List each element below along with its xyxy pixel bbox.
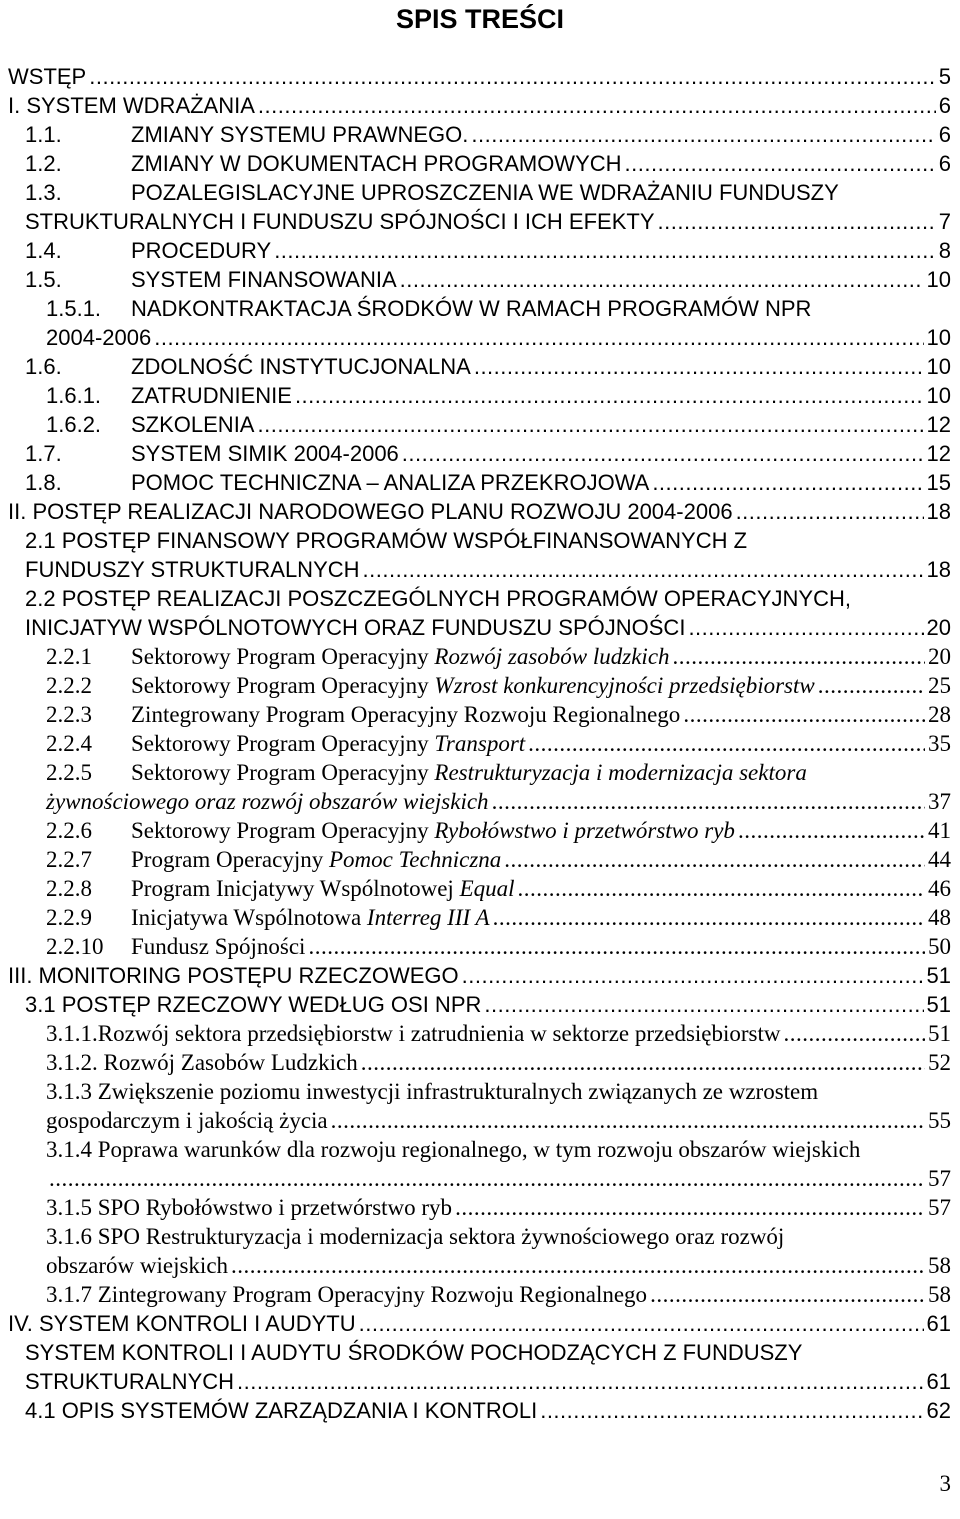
toc-entry[interactable] xyxy=(0,1106,960,1135)
toc-entry-text: Sektorowy Program Operacyjny xyxy=(131,760,435,785)
dot-leader xyxy=(652,468,923,497)
toc-entry-text: 3.1.4 Poprawa warunków dla rozwoju regionalnego, w tym rozwoju obszarów wiejskich xyxy=(46,1137,861,1162)
toc-entry-text: POMOC TECHNICZNA – ANALIZA PRZEKROJOWA xyxy=(131,470,650,495)
toc-entry-line xyxy=(46,932,951,961)
toc-entry-line xyxy=(46,642,951,671)
toc-entry-label xyxy=(25,236,271,265)
toc-entry-line xyxy=(46,1280,951,1309)
toc-entry-line xyxy=(46,1048,951,1077)
toc-entry[interactable] xyxy=(0,207,960,236)
toc-entry-label xyxy=(25,180,839,205)
toc-entry-label xyxy=(46,1137,860,1162)
toc-entry-line xyxy=(25,990,951,1019)
toc-title: SPIS TREŚCI xyxy=(395,4,565,34)
toc-entry-text: INICJATYW WSPÓLNOTOWYCH ORAZ FUNDUSZU SPÓJNOŚCI xyxy=(25,615,686,640)
toc-entry-line xyxy=(46,410,951,439)
page-number: 3 xyxy=(939,1471,951,1496)
toc-entry-label xyxy=(46,1048,358,1077)
toc-entry-text: obszarów wiejskich xyxy=(46,1253,229,1278)
toc-entry-page: 10 xyxy=(926,383,951,408)
toc-entry[interactable] xyxy=(0,410,960,439)
toc-entry-text: STRUKTURALNYCH xyxy=(25,1369,235,1394)
toc-entry-italic-title: Transport xyxy=(434,731,526,756)
dot-leader xyxy=(49,1164,925,1193)
dot-leader xyxy=(818,671,925,700)
toc-entry-number: 1.5.1. xyxy=(46,296,102,321)
toc-entry-label xyxy=(8,497,733,526)
toc-entry-line xyxy=(46,700,951,729)
toc-entry-page: 18 xyxy=(926,499,951,524)
dot-leader xyxy=(258,91,936,120)
toc-entry-label xyxy=(46,903,490,932)
toc-entry-label xyxy=(25,586,851,611)
toc-entry-italic-title: żywnościowego oraz rozwój obszarów wiejskich xyxy=(46,789,489,814)
toc-entry-label xyxy=(46,323,151,352)
toc-entry-line xyxy=(46,729,951,758)
toc-entry-line xyxy=(46,1106,951,1135)
toc-entry-page: 46 xyxy=(928,876,951,901)
toc-entry-text: II. POSTĘP REALIZACJI NARODOWEGO PLANU ROZWOJU 2004-2006 xyxy=(8,499,733,524)
toc-entry-page: 55 xyxy=(928,1108,951,1133)
toc-entry-number: 2.2.8 xyxy=(46,876,92,901)
toc-entry-italic-title: Interreg III A xyxy=(366,905,490,930)
toc-entry-page: 51 xyxy=(926,963,951,988)
toc-entry-page: 61 xyxy=(926,1311,951,1336)
toc-entry-text: WSTĘP xyxy=(8,64,87,89)
toc-entry-number: 1.4. xyxy=(25,238,62,263)
toc-entry-label xyxy=(25,439,399,468)
toc-entry-label xyxy=(46,296,811,321)
toc-entry-line xyxy=(25,236,951,265)
toc-entry[interactable] xyxy=(0,91,960,120)
toc-entry[interactable] xyxy=(0,1019,960,1048)
toc-entry-line xyxy=(8,961,951,990)
toc-entry[interactable] xyxy=(0,874,960,903)
toc-entry[interactable] xyxy=(0,990,960,1019)
toc-entry-line xyxy=(25,149,951,178)
toc-entry-number: 1.6.2. xyxy=(46,412,102,437)
dot-leader xyxy=(274,236,936,265)
toc-entry-line xyxy=(25,207,951,236)
toc-entry-page: 51 xyxy=(928,1021,951,1046)
dot-leader xyxy=(518,874,925,903)
toc-entry-text: 3.1.6 SPO Restrukturyzacja i modernizacja sektora żywnościowego oraz rozwój xyxy=(46,1224,785,1249)
toc-entry[interactable] xyxy=(0,1193,960,1222)
toc-entry-line xyxy=(25,584,951,613)
dot-leader xyxy=(688,613,923,642)
toc-entry-text: SYSTEM KONTROLI I AUDYTU ŚRODKÓW POCHODZĄCYCH Z FUNDUSZY xyxy=(25,1340,803,1365)
toc-entry-text: NADKONTRAKTACJA ŚRODKÓW W RAMACH PROGRAMÓW NPR xyxy=(131,296,812,321)
dot-leader xyxy=(231,1251,925,1280)
toc-entry-line xyxy=(46,1193,951,1222)
toc-entry[interactable] xyxy=(0,700,960,729)
toc-entry[interactable] xyxy=(0,1164,960,1193)
toc-entry[interactable] xyxy=(0,671,960,700)
dot-leader xyxy=(89,62,936,91)
toc-entry-line xyxy=(25,439,951,468)
toc-entry[interactable] xyxy=(0,729,960,758)
toc-entry-line xyxy=(46,874,951,903)
toc-entry[interactable] xyxy=(0,584,960,613)
dot-leader xyxy=(650,1280,925,1309)
dot-leader xyxy=(474,352,924,381)
toc-entry-page: 6 xyxy=(938,151,951,176)
toc-entry-line xyxy=(46,323,951,352)
toc-entry-page: 20 xyxy=(926,615,951,640)
toc-entry-label xyxy=(46,816,735,845)
toc-entry-number: 2.2.10 xyxy=(46,934,104,959)
toc-entry-page: 44 xyxy=(928,847,951,872)
dot-leader xyxy=(331,1106,925,1135)
toc-entry-page: 18 xyxy=(926,557,951,582)
toc-entry-page: 51 xyxy=(926,992,951,1017)
dot-leader xyxy=(257,410,923,439)
toc-entry-label xyxy=(25,528,747,553)
toc-entry[interactable] xyxy=(0,1135,960,1164)
toc-entry-page: 6 xyxy=(938,122,951,147)
toc-entry[interactable] xyxy=(0,439,960,468)
toc-entry-text: Sektorowy Program Operacyjny xyxy=(131,731,435,756)
dot-leader xyxy=(237,1367,923,1396)
toc-entry-label xyxy=(46,1019,781,1048)
dot-leader xyxy=(504,845,925,874)
toc-entry-text: Sektorowy Program Operacyjny xyxy=(131,644,435,669)
toc-entry-line xyxy=(46,816,951,845)
dot-leader xyxy=(400,265,924,294)
toc-entry-text: ZATRUDNIENIE xyxy=(131,383,292,408)
toc-entry-page: 20 xyxy=(928,644,951,669)
toc-entry-label xyxy=(25,468,649,497)
dot-leader xyxy=(471,120,935,149)
toc-entry[interactable] xyxy=(0,787,960,816)
toc-entry-page: 5 xyxy=(938,64,951,89)
toc-entry-text: 3.1.3 Zwiększenie poziomu inwestycji infrastrukturalnych związanych ze wzrostem xyxy=(46,1079,819,1104)
toc-entry-label xyxy=(46,671,815,700)
toc-entry-page: 61 xyxy=(926,1369,951,1394)
toc-entry-number: 2.2.6 xyxy=(46,818,92,843)
toc-entry-italic-title: Rybołówstwo i przetwórstwo ryb xyxy=(434,818,735,843)
dot-leader xyxy=(363,555,924,584)
toc-entry-label xyxy=(25,613,685,642)
toc-entry-page: 37 xyxy=(928,789,951,814)
toc-entry[interactable] xyxy=(0,816,960,845)
toc-entry[interactable] xyxy=(0,497,960,526)
toc-entry-text: 2.2 POSTĘP REALIZACJI POSZCZEGÓLNYCH PROGRAMÓW OPERACYJNYCH, xyxy=(25,586,851,611)
toc-entry-line xyxy=(46,1077,951,1106)
toc-entry-page: 57 xyxy=(928,1166,951,1191)
toc-entry-italic-title: Rozwój zasobów ludzkich xyxy=(434,644,670,669)
dot-leader xyxy=(658,207,936,236)
toc-entry-text: ZMIANY SYSTEMU PRAWNEGO. xyxy=(131,122,469,147)
toc-entry-page: 25 xyxy=(928,673,951,698)
toc-entry[interactable] xyxy=(0,1077,960,1106)
toc-entry-text: Zintegrowany Program Operacyjny Rozwoju Regionalnego xyxy=(131,702,681,727)
toc-entry-label xyxy=(46,1224,784,1249)
toc-entry-line xyxy=(25,613,951,642)
toc-entry-italic-title: Wzrost konkurencyjności przedsiębiorstw xyxy=(434,673,815,698)
toc-entry[interactable] xyxy=(0,903,960,932)
toc-entry-number: 1.6. xyxy=(25,354,62,379)
toc-entry-number: 1.6.1. xyxy=(46,383,102,408)
toc-entry-text: Program Operacyjny xyxy=(131,847,329,872)
toc-entry[interactable] xyxy=(0,120,960,149)
toc-entry-text: POZALEGISLACYJNE UPROSZCZENIA WE WDRAŻANIU FUNDUSZY xyxy=(131,180,839,205)
toc-entry[interactable] xyxy=(0,381,960,410)
toc-entry-line xyxy=(46,1019,951,1048)
toc-entry-number: 1.3. xyxy=(25,180,62,205)
toc-entry[interactable] xyxy=(0,1367,960,1396)
toc-entry-line xyxy=(25,1367,951,1396)
toc-entry-page: 50 xyxy=(928,934,951,959)
toc-entry-label xyxy=(25,555,360,584)
toc-entry-page: 52 xyxy=(928,1050,951,1075)
toc-entry-page: 8 xyxy=(938,238,951,263)
toc-entry-page: 10 xyxy=(926,325,951,350)
toc-entry-number: 2.2.3 xyxy=(46,702,92,727)
dot-leader xyxy=(484,990,923,1019)
toc-entry-line xyxy=(25,352,951,381)
toc-entry-line xyxy=(8,497,951,526)
toc-entry-text: gospodarczym i jakością życia xyxy=(46,1108,328,1133)
dot-leader xyxy=(736,497,924,526)
toc-entry-label xyxy=(25,990,481,1019)
dot-leader xyxy=(492,787,925,816)
toc-entry-label xyxy=(46,932,305,961)
toc-entry[interactable] xyxy=(0,932,960,961)
toc-entry-page: 41 xyxy=(928,818,951,843)
toc-entry-line xyxy=(46,1251,951,1280)
toc-entry[interactable] xyxy=(0,1280,960,1309)
toc-entry-page: 6 xyxy=(938,93,951,118)
toc-entry-number: 2.2.4 xyxy=(46,731,92,756)
toc-entry[interactable] xyxy=(0,555,960,584)
toc-entry-page: 10 xyxy=(926,354,951,379)
toc-entry-label xyxy=(8,62,86,91)
toc-entry-label xyxy=(46,729,525,758)
toc-entry-line xyxy=(46,294,951,323)
dot-leader xyxy=(493,903,925,932)
toc-entry[interactable] xyxy=(0,236,960,265)
toc-entry-text: 3.1 POSTĘP RZECZOWY WEDŁUG OSI NPR xyxy=(25,992,482,1017)
toc-entry-page: 48 xyxy=(928,905,951,930)
toc-entry-number: 2.2.9 xyxy=(46,905,92,930)
toc-entry-text: 4.1 OPIS SYSTEMÓW ZARZĄDZANIA I KONTROLI xyxy=(25,1398,538,1423)
toc-entry-text: ZMIANY W DOKUMENTACH PROGRAMOWYCH xyxy=(131,151,622,176)
toc-entry-text: SYSTEM FINANSOWANIA xyxy=(131,267,397,292)
toc-entry-label xyxy=(46,642,670,671)
dot-leader xyxy=(295,381,924,410)
toc-entry-number: 1.1. xyxy=(25,122,62,147)
dot-leader xyxy=(455,1193,925,1222)
toc-entry-line xyxy=(46,381,951,410)
toc-entry[interactable] xyxy=(0,845,960,874)
toc-entry[interactable] xyxy=(0,323,960,352)
toc-entry-page: 12 xyxy=(926,412,951,437)
dot-leader xyxy=(540,1396,923,1425)
dot-leader xyxy=(625,149,936,178)
toc-entry[interactable] xyxy=(0,1222,960,1251)
toc-entry[interactable] xyxy=(0,1251,960,1280)
toc-entry-label xyxy=(46,410,254,439)
toc-entry-line xyxy=(46,903,951,932)
toc-entry[interactable] xyxy=(0,961,960,990)
toc-entry-line xyxy=(46,1135,951,1164)
toc-entry-number: 1.7. xyxy=(25,441,62,466)
toc-entry-text: 3.1.2. Rozwój Zasobów Ludzkich xyxy=(46,1050,358,1075)
toc-entry-label xyxy=(46,845,501,874)
toc-entry-italic-title: Equal xyxy=(459,876,515,901)
toc-entry[interactable] xyxy=(0,1338,960,1367)
toc-entry-page: 10 xyxy=(926,267,951,292)
toc-entry-text: III. MONITORING POSTĘPU RZECZOWEGO xyxy=(8,963,459,988)
toc-entry-label xyxy=(46,1079,818,1104)
toc-entry-line xyxy=(25,178,951,207)
toc-entry[interactable] xyxy=(0,613,960,642)
toc-entry-line xyxy=(25,1338,951,1367)
dot-leader xyxy=(738,816,925,845)
toc-entry-number: 1.8. xyxy=(25,470,62,495)
toc-entry[interactable] xyxy=(0,294,960,323)
toc-entry-page: 58 xyxy=(928,1253,951,1278)
toc-entry-label xyxy=(25,352,471,381)
toc-entry-label xyxy=(25,149,622,178)
toc-entry-text: SZKOLENIA xyxy=(131,412,255,437)
dot-leader xyxy=(528,729,925,758)
toc-entry-label xyxy=(25,265,397,294)
toc-entry[interactable] xyxy=(0,642,960,671)
toc-entry-number: 2.2.5 xyxy=(46,760,92,785)
dot-leader xyxy=(683,700,925,729)
toc-entry-line xyxy=(46,845,951,874)
toc-entry-page: 57 xyxy=(928,1195,951,1220)
dot-leader xyxy=(359,1309,924,1338)
toc-entry[interactable] xyxy=(0,1396,960,1425)
toc-entry-label xyxy=(46,1193,452,1222)
toc-entry-line xyxy=(46,671,951,700)
toc-entry-text: 3.1.5 SPO Rybołówstwo i przetwórstwo ryb xyxy=(46,1195,453,1220)
toc-entry-label xyxy=(8,961,459,990)
dot-leader xyxy=(154,323,923,352)
toc-entry-label xyxy=(46,760,807,785)
toc-entry-line xyxy=(46,758,951,787)
toc-entry-page: 15 xyxy=(926,470,951,495)
toc-entry-label xyxy=(8,91,255,120)
toc-entry[interactable] xyxy=(0,149,960,178)
toc-entry[interactable] xyxy=(0,1309,960,1338)
toc-entry-page: 62 xyxy=(926,1398,951,1423)
toc-entry-line xyxy=(8,62,951,91)
toc-entry-label xyxy=(25,207,655,236)
toc-entry-text: 2.1 POSTĘP FINANSOWY PROGRAMÓW WSPÓŁFINANSOWANYCH Z xyxy=(25,528,748,553)
toc-entry-line xyxy=(25,120,951,149)
toc-entry[interactable] xyxy=(0,758,960,787)
toc-entry-line xyxy=(8,91,951,120)
toc-entry-page: 12 xyxy=(926,441,951,466)
dot-leader xyxy=(308,932,925,961)
toc-entry-text: Fundusz Spójności xyxy=(131,934,306,959)
toc-entry-italic-title: Pomoc Techniczna xyxy=(329,847,502,872)
toc-entry-label xyxy=(46,874,515,903)
dot-leader xyxy=(462,961,924,990)
toc-entry-page: 58 xyxy=(928,1282,951,1307)
toc-entry-line xyxy=(25,1396,951,1425)
toc-entry-line xyxy=(25,555,951,584)
toc-entry-line xyxy=(46,1164,951,1193)
toc-entry-number: 1.5. xyxy=(25,267,62,292)
toc-entry-label xyxy=(46,700,680,729)
toc-entry-text: IV. SYSTEM KONTROLI I AUDYTU xyxy=(8,1311,356,1336)
toc-entry-text: STRUKTURALNYCH I FUNDUSZU SPÓJNOŚCI I ICH EFEKTY xyxy=(25,209,655,234)
toc-entry[interactable] xyxy=(0,62,960,91)
toc-entry-text: I. SYSTEM WDRAŻANIA xyxy=(8,93,255,118)
dot-leader xyxy=(402,439,924,468)
toc-entry-number: 2.2.7 xyxy=(46,847,92,872)
toc-entry[interactable] xyxy=(0,526,960,555)
toc-entry-label xyxy=(46,1280,647,1309)
toc-entry-number: 2.2.2 xyxy=(46,673,92,698)
dot-leader xyxy=(673,642,925,671)
dot-leader xyxy=(784,1019,925,1048)
toc-entry-label xyxy=(46,381,292,410)
table-of-contents xyxy=(0,62,960,1425)
toc-entry-text: PROCEDURY xyxy=(131,238,272,263)
toc-entry-text: Inicjatywa Wspólnotowa xyxy=(131,905,367,930)
toc-entry-label xyxy=(46,1106,328,1135)
toc-entry-text: ZDOLNOŚĆ INSTYTUCJONALNA xyxy=(131,354,471,379)
toc-entry-label xyxy=(46,1251,228,1280)
toc-entry-text: Program Inicjatywy Wspólnotowej xyxy=(131,876,460,901)
toc-entry[interactable] xyxy=(0,265,960,294)
toc-entry-italic-title: Restrukturyzacja i modernizacja sektora xyxy=(434,760,807,785)
toc-entry-line xyxy=(25,468,951,497)
toc-entry-text: 3.1.7 Zintegrowany Program Operacyjny Rozwoju Regionalnego xyxy=(46,1282,648,1307)
toc-entry[interactable] xyxy=(0,352,960,381)
toc-entry-line xyxy=(46,1222,951,1251)
toc-entry-label xyxy=(25,120,468,149)
toc-entry[interactable] xyxy=(0,178,960,207)
toc-entry-text: FUNDUSZY STRUKTURALNYCH xyxy=(25,557,360,582)
toc-entry[interactable] xyxy=(0,468,960,497)
toc-entry-label xyxy=(25,1396,537,1425)
toc-entry-label xyxy=(8,1309,356,1338)
toc-entry-page: 7 xyxy=(938,209,951,234)
toc-entry-text: Sektorowy Program Operacyjny xyxy=(131,673,435,698)
toc-entry-page: 28 xyxy=(928,702,951,727)
toc-entry[interactable] xyxy=(0,1048,960,1077)
toc-entry-text: 2004-2006 xyxy=(46,325,152,350)
toc-entry-label xyxy=(25,1367,234,1396)
toc-entry-text: SYSTEM SIMIK 2004-2006 xyxy=(131,441,399,466)
dot-leader xyxy=(361,1048,925,1077)
toc-entry-page: 35 xyxy=(928,731,951,756)
toc-entry-label xyxy=(46,787,489,816)
toc-entry-line xyxy=(25,265,951,294)
toc-entry-line xyxy=(8,1309,951,1338)
toc-entry-line xyxy=(46,787,951,816)
toc-entry-label xyxy=(25,1340,802,1365)
toc-entry-line xyxy=(25,526,951,555)
toc-entry-number: 1.2. xyxy=(25,151,62,176)
toc-entry-text: 3.1.1.Rozwój sektora przedsiębiorstw i zatrudnienia w sektorze przedsiębiorstw xyxy=(46,1021,781,1046)
toc-entry-text: Sektorowy Program Operacyjny xyxy=(131,818,435,843)
toc-entry-number: 2.2.1 xyxy=(46,644,92,669)
